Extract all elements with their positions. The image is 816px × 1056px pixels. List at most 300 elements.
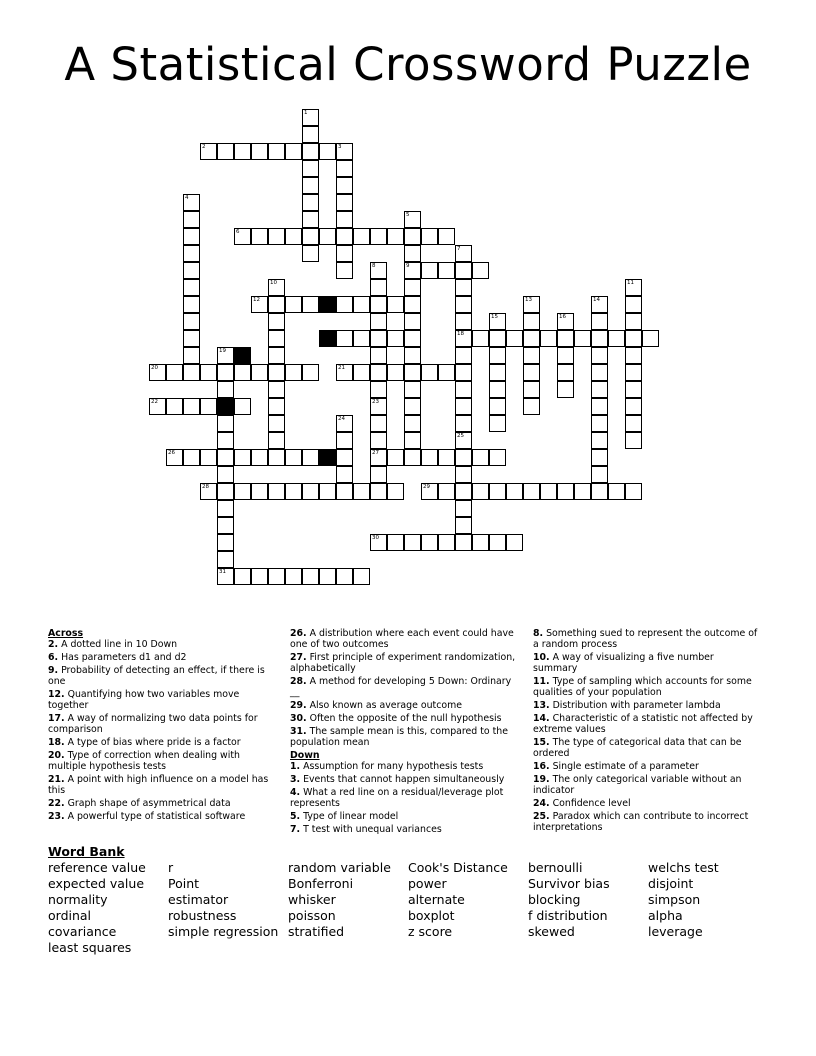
grid-cell[interactable] [523, 364, 540, 381]
grid-cell[interactable] [319, 483, 336, 500]
clue [48, 652, 278, 663]
grid-cell[interactable] [370, 398, 387, 415]
grid-cell[interactable] [370, 364, 387, 381]
grid-cell[interactable] [625, 279, 642, 296]
grid-cell[interactable] [387, 228, 404, 245]
grid-cell[interactable] [455, 262, 472, 279]
grid-cell[interactable] [268, 568, 285, 585]
grid-cell[interactable] [319, 143, 336, 160]
clue-number: 20. [48, 750, 65, 761]
grid-cell[interactable] [285, 296, 302, 313]
grid-cell[interactable] [625, 415, 642, 432]
grid-cell[interactable] [183, 313, 200, 330]
grid-cell[interactable] [404, 245, 421, 262]
grid-cell[interactable] [336, 466, 353, 483]
grid-cell[interactable] [472, 262, 489, 279]
word-bank-title: Word Bank [48, 844, 125, 859]
grid-cell[interactable] [302, 568, 319, 585]
grid-cell[interactable] [217, 483, 234, 500]
word-bank-item: Point [168, 876, 200, 891]
grid-cell[interactable] [217, 415, 234, 432]
grid-cell[interactable] [234, 398, 251, 415]
clue-text: Events that cannot happen simultaneously [300, 774, 505, 785]
grid-cell[interactable] [370, 466, 387, 483]
grid-cell[interactable] [285, 228, 302, 245]
grid-cell[interactable] [251, 364, 268, 381]
grid-cell[interactable] [455, 534, 472, 551]
clue-text: Quantifying how two variables move together [48, 689, 240, 711]
grid-cell[interactable] [251, 228, 268, 245]
grid-cell[interactable] [370, 534, 387, 551]
grid-cell[interactable] [591, 432, 608, 449]
grid-cell[interactable] [489, 364, 506, 381]
grid-cell[interactable] [523, 398, 540, 415]
grid-cell[interactable] [489, 347, 506, 364]
clue-text: A powerful type of statistical software [64, 811, 246, 822]
clue [48, 665, 278, 687]
grid-cell[interactable] [404, 398, 421, 415]
grid-cell[interactable] [183, 449, 200, 466]
clue [533, 761, 758, 772]
grid-cell[interactable] [268, 398, 285, 415]
grid-cell[interactable] [523, 347, 540, 364]
grid-cell[interactable] [370, 449, 387, 466]
grid-cell[interactable] [302, 449, 319, 466]
grid-cell[interactable] [268, 313, 285, 330]
grid-cell[interactable] [370, 279, 387, 296]
grid-cell[interactable] [183, 228, 200, 245]
grid-cell[interactable] [625, 381, 642, 398]
word-bank-item: estimator [168, 892, 229, 907]
grid-cell[interactable] [217, 364, 234, 381]
word-bank-item: least squares [48, 940, 132, 955]
grid-cell[interactable] [200, 364, 217, 381]
grid-cell[interactable] [217, 432, 234, 449]
grid-cell[interactable] [591, 347, 608, 364]
grid-cell[interactable] [421, 364, 438, 381]
grid-cell[interactable] [404, 296, 421, 313]
grid-cell[interactable] [336, 177, 353, 194]
grid-cell[interactable] [455, 364, 472, 381]
grid-cell[interactable] [336, 432, 353, 449]
clue-text: The sample mean is this, compared to the population mean [290, 726, 509, 748]
grid-cell[interactable] [370, 262, 387, 279]
grid-cell[interactable] [438, 483, 455, 500]
grid-cell[interactable] [438, 449, 455, 466]
grid-cell[interactable] [591, 296, 608, 313]
grid-cell[interactable] [353, 364, 370, 381]
grid-cell[interactable] [183, 245, 200, 262]
clue [48, 750, 278, 772]
grid-cell[interactable] [302, 245, 319, 262]
grid-cell[interactable] [336, 194, 353, 211]
grid-cell[interactable] [591, 330, 608, 347]
grid-cell[interactable] [591, 381, 608, 398]
grid-cell[interactable] [591, 466, 608, 483]
grid-cell[interactable] [557, 330, 574, 347]
clue-number: 9. [48, 665, 59, 676]
grid-cell[interactable] [455, 500, 472, 517]
grid-cell[interactable] [404, 415, 421, 432]
clue-text: T test with unequal variances [300, 824, 442, 835]
clue-text: Paradox which can contribute to incorrect interpretations [533, 811, 749, 833]
grid-cell[interactable] [285, 449, 302, 466]
grid-cell[interactable] [268, 364, 285, 381]
grid-cell[interactable] [523, 483, 540, 500]
cell-number: 19 [219, 348, 226, 354]
grid-cell[interactable] [149, 364, 166, 381]
clue-number: 11. [533, 676, 550, 687]
grid-cell[interactable] [370, 347, 387, 364]
grid-cell[interactable] [421, 483, 438, 500]
grid-cell[interactable] [183, 398, 200, 415]
grid-cell[interactable] [421, 534, 438, 551]
clue-number: 13. [533, 700, 550, 711]
grid-cell[interactable] [387, 449, 404, 466]
cell-number: 24 [338, 416, 345, 422]
grid-cell[interactable] [523, 381, 540, 398]
grid-cell[interactable] [438, 534, 455, 551]
grid-cell[interactable] [455, 432, 472, 449]
grid-cell[interactable] [523, 296, 540, 313]
grid-cell[interactable] [421, 262, 438, 279]
grid-cell[interactable] [234, 143, 251, 160]
grid-cell[interactable] [625, 330, 642, 347]
clue-column-2 [290, 628, 522, 837]
grid-cell[interactable] [336, 228, 353, 245]
grid-cell[interactable] [166, 364, 183, 381]
grid-cell[interactable] [302, 364, 319, 381]
grid-cell[interactable] [506, 483, 523, 500]
grid-cell[interactable] [557, 347, 574, 364]
grid-cell[interactable] [183, 330, 200, 347]
grid-cell[interactable] [353, 296, 370, 313]
grid-cell[interactable] [353, 483, 370, 500]
word-bank-item: f distribution [528, 908, 608, 923]
grid-cell[interactable] [268, 228, 285, 245]
grid-cell[interactable] [455, 381, 472, 398]
clue-text: A method for developing 5 Down: Ordinary __ [290, 676, 512, 698]
grid-cell[interactable] [557, 364, 574, 381]
grid-cell[interactable] [404, 211, 421, 228]
grid-cell[interactable] [302, 177, 319, 194]
clue-text: A point with high influence on a model has this [48, 774, 269, 796]
grid-cell[interactable] [455, 313, 472, 330]
grid-cell[interactable] [353, 568, 370, 585]
clue-column-3 [533, 628, 758, 835]
grid-cell[interactable] [370, 381, 387, 398]
grid-cell[interactable] [183, 279, 200, 296]
grid-cell[interactable] [404, 381, 421, 398]
grid-cell[interactable] [251, 483, 268, 500]
grid-cell[interactable] [234, 364, 251, 381]
grid-cell[interactable] [302, 194, 319, 211]
grid-cell[interactable] [200, 483, 217, 500]
grid-cell[interactable] [625, 398, 642, 415]
grid-cell[interactable] [489, 534, 506, 551]
clue [533, 628, 758, 650]
clue-number: 10. [533, 652, 550, 663]
grid-cell[interactable] [268, 143, 285, 160]
grid-cell[interactable] [591, 313, 608, 330]
grid-cell[interactable] [404, 330, 421, 347]
grid-cell[interactable] [302, 109, 319, 126]
grid-cell[interactable] [625, 364, 642, 381]
grid-cell[interactable] [574, 330, 591, 347]
grid-cell[interactable] [421, 228, 438, 245]
grid-cell[interactable] [404, 432, 421, 449]
grid-cell[interactable] [472, 483, 489, 500]
grid-cell[interactable] [591, 364, 608, 381]
grid-cell[interactable] [404, 279, 421, 296]
grid-cell[interactable] [404, 228, 421, 245]
grid-cell[interactable] [404, 364, 421, 381]
clue [48, 774, 278, 796]
grid-cell[interactable] [489, 449, 506, 466]
grid-cell[interactable] [489, 415, 506, 432]
grid-cell[interactable] [404, 313, 421, 330]
grid-cell[interactable] [319, 568, 336, 585]
grid-cell[interactable] [149, 398, 166, 415]
grid-cell[interactable] [353, 228, 370, 245]
grid-cell[interactable] [370, 415, 387, 432]
grid-cell[interactable] [268, 381, 285, 398]
grid-cell[interactable] [404, 262, 421, 279]
grid-cell[interactable] [302, 126, 319, 143]
grid-cell[interactable] [472, 449, 489, 466]
grid-cell[interactable] [217, 534, 234, 551]
grid-cell[interactable] [268, 330, 285, 347]
word-bank-item: skewed [528, 924, 575, 939]
grid-cell[interactable] [234, 228, 251, 245]
grid-cell[interactable] [183, 364, 200, 381]
grid-cell[interactable] [540, 330, 557, 347]
clue-number: 18. [48, 737, 65, 748]
grid-cell[interactable] [387, 534, 404, 551]
grid-cell[interactable] [183, 211, 200, 228]
grid-cell[interactable] [591, 415, 608, 432]
grid-cell[interactable] [625, 313, 642, 330]
word-bank-item: power [408, 876, 447, 891]
grid-cell[interactable] [268, 296, 285, 313]
grid-cell[interactable] [268, 449, 285, 466]
grid-cell[interactable] [336, 245, 353, 262]
grid-cell[interactable] [404, 449, 421, 466]
grid-cell[interactable] [200, 143, 217, 160]
word-bank-item: poisson [288, 908, 336, 923]
grid-cell[interactable] [336, 262, 353, 279]
grid-cell[interactable] [302, 296, 319, 313]
grid-cell[interactable] [336, 160, 353, 177]
grid-cell[interactable] [183, 296, 200, 313]
grid-cell[interactable] [625, 432, 642, 449]
grid-cell[interactable] [455, 483, 472, 500]
clue-column-1 [48, 628, 278, 824]
grid-cell[interactable] [353, 330, 370, 347]
grid-cell[interactable] [370, 296, 387, 313]
word-bank-item: alpha [648, 908, 683, 923]
grid-cell[interactable] [200, 398, 217, 415]
grid-cell[interactable] [217, 500, 234, 517]
grid-cell[interactable] [234, 568, 251, 585]
clue [290, 676, 522, 698]
word-bank [48, 844, 768, 956]
clue [48, 713, 278, 735]
grid-cell[interactable] [166, 398, 183, 415]
grid-cell[interactable] [370, 432, 387, 449]
cell-number: 7 [457, 246, 461, 252]
grid-cell[interactable] [455, 517, 472, 534]
cell-number: 14 [593, 297, 600, 303]
grid-cell[interactable] [370, 228, 387, 245]
grid-cell[interactable] [625, 296, 642, 313]
grid-cell[interactable] [455, 398, 472, 415]
grid-cell[interactable] [404, 347, 421, 364]
clue [290, 824, 522, 835]
grid-cell[interactable] [183, 347, 200, 364]
grid-cell[interactable] [336, 415, 353, 432]
grid-cell[interactable] [217, 381, 234, 398]
grid-cell[interactable] [370, 483, 387, 500]
clue-text: Single estimate of a parameter [549, 761, 699, 772]
grid-cell[interactable] [591, 398, 608, 415]
grid-cell[interactable] [183, 194, 200, 211]
grid-cell[interactable] [438, 262, 455, 279]
grid-cell[interactable] [336, 449, 353, 466]
grid-cell[interactable] [591, 483, 608, 500]
grid-cell[interactable] [234, 449, 251, 466]
grid-cell[interactable] [370, 313, 387, 330]
grid-cell[interactable] [268, 432, 285, 449]
grid-cell[interactable] [285, 483, 302, 500]
grid-cell[interactable] [489, 398, 506, 415]
grid-cell[interactable] [455, 330, 472, 347]
grid-cell[interactable] [234, 483, 251, 500]
grid-cell[interactable] [302, 483, 319, 500]
grid-cell[interactable] [557, 313, 574, 330]
grid-cell[interactable] [387, 483, 404, 500]
grid-cell[interactable] [336, 211, 353, 228]
grid-cell[interactable] [523, 330, 540, 347]
clue [48, 811, 278, 822]
grid-cell[interactable] [251, 143, 268, 160]
grid-cell[interactable] [268, 415, 285, 432]
grid-cell[interactable] [217, 466, 234, 483]
grid-cell[interactable] [302, 211, 319, 228]
grid-cell[interactable] [217, 551, 234, 568]
grid-cell[interactable] [302, 228, 319, 245]
grid-cell[interactable] [489, 330, 506, 347]
clue-text: Often the opposite of the null hypothesis [306, 713, 502, 724]
grid-cell[interactable] [455, 449, 472, 466]
cell-number: 28 [202, 484, 209, 490]
grid-cell[interactable] [251, 449, 268, 466]
grid-cell[interactable] [336, 364, 353, 381]
grid-cell[interactable] [200, 449, 217, 466]
grid-cell[interactable] [302, 143, 319, 160]
grid-cell[interactable] [285, 143, 302, 160]
grid-cell[interactable] [268, 279, 285, 296]
grid-cell[interactable] [455, 296, 472, 313]
grid-cell[interactable] [285, 364, 302, 381]
grid-cell[interactable] [438, 228, 455, 245]
grid-cell[interactable] [489, 313, 506, 330]
grid-cell[interactable] [268, 347, 285, 364]
grid-cell[interactable] [591, 449, 608, 466]
clue-number: 29. [290, 700, 307, 711]
grid-cell[interactable] [608, 330, 625, 347]
grid-cell[interactable] [268, 483, 285, 500]
grid-cell[interactable] [217, 449, 234, 466]
grid-cell[interactable] [302, 160, 319, 177]
grid-cell[interactable] [489, 381, 506, 398]
grid-cell[interactable] [166, 449, 183, 466]
clue [48, 798, 278, 809]
grid-cell[interactable] [251, 568, 268, 585]
word-bank-item: Bonferroni [288, 876, 354, 891]
grid-cell[interactable] [472, 534, 489, 551]
grid-cell[interactable] [183, 262, 200, 279]
clue-number: 1. [290, 761, 301, 772]
grid-cell[interactable] [455, 466, 472, 483]
grid-cell[interactable] [370, 330, 387, 347]
grid-cell[interactable] [574, 483, 591, 500]
grid-cell[interactable] [472, 330, 489, 347]
grid-cell[interactable] [455, 245, 472, 262]
grid-cell[interactable] [557, 381, 574, 398]
grid-cell[interactable] [285, 568, 302, 585]
grid-cell[interactable] [217, 568, 234, 585]
grid-cell[interactable] [557, 483, 574, 500]
clue-text: Probability of detecting an effect, if there is one [48, 665, 265, 687]
cell-number: 3 [338, 144, 342, 150]
grid-cell[interactable] [455, 279, 472, 296]
grid-cell[interactable] [387, 296, 404, 313]
black-cell [319, 330, 336, 347]
grid-cell[interactable] [438, 364, 455, 381]
grid-cell[interactable] [336, 296, 353, 313]
grid-cell[interactable] [217, 347, 234, 364]
grid-cell[interactable] [506, 534, 523, 551]
grid-cell[interactable] [608, 483, 625, 500]
clue [290, 811, 522, 822]
grid-cell[interactable] [506, 330, 523, 347]
grid-cell[interactable] [319, 228, 336, 245]
grid-cell[interactable] [642, 330, 659, 347]
cell-number: 10 [270, 280, 277, 286]
word-bank-item: r [168, 860, 174, 875]
grid-cell[interactable] [336, 330, 353, 347]
grid-cell[interactable] [540, 483, 557, 500]
grid-cell[interactable] [625, 347, 642, 364]
grid-cell[interactable] [387, 364, 404, 381]
grid-cell[interactable] [455, 415, 472, 432]
grid-cell[interactable] [625, 483, 642, 500]
grid-cell[interactable] [336, 143, 353, 160]
clue [48, 737, 278, 748]
grid-cell[interactable] [336, 483, 353, 500]
grid-cell[interactable] [217, 517, 234, 534]
grid-cell[interactable] [404, 534, 421, 551]
grid-cell[interactable] [336, 568, 353, 585]
grid-cell[interactable] [217, 143, 234, 160]
grid-cell[interactable] [455, 347, 472, 364]
grid-cell[interactable] [251, 296, 268, 313]
grid-cell[interactable] [489, 483, 506, 500]
grid-cell[interactable] [387, 330, 404, 347]
grid-cell[interactable] [523, 313, 540, 330]
grid-cell[interactable] [421, 449, 438, 466]
